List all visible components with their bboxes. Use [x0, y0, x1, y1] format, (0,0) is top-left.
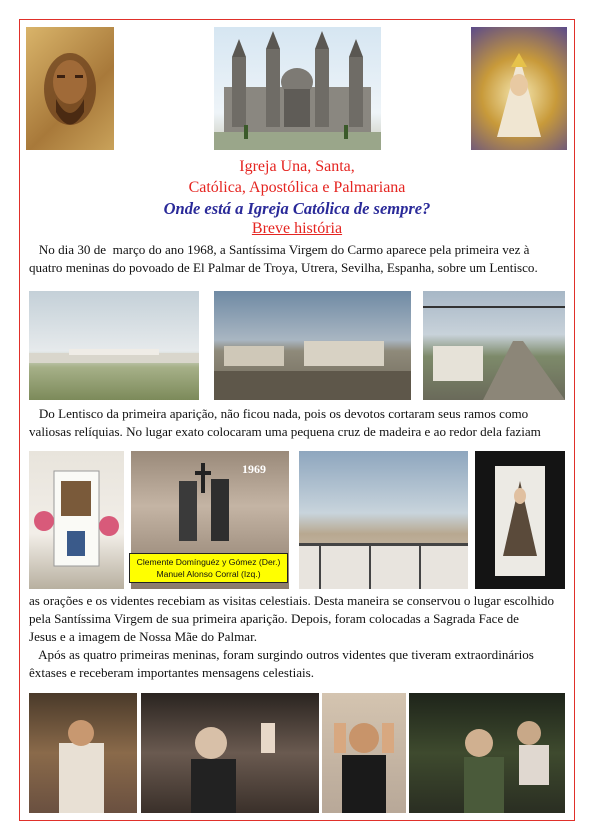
- section-title: Breve história: [251, 220, 343, 237]
- paragraph-1-line-2: quatro meninas do povoado de El Palmar de Troya, Utrera, Sevilha, Espanha, sobre um Lentisco.: [29, 260, 538, 275]
- fenced-field-image: [299, 451, 468, 589]
- page-subtitle: Onde está a Igreja Católica de sempre?: [163, 199, 431, 218]
- caption-line-2: Manuel Alonso Corral (Izq.): [156, 569, 261, 579]
- paragraph-4-line-2: êxtases e receberam importantes mensagens celestiais.: [29, 665, 315, 680]
- paragraph-3-line-1: as orações e os videntes recebiam as visitas celestiais. Desta maneira se conservou o lugar escolhido: [29, 593, 555, 608]
- page-title-line-1: Igreja Una, Santa,: [239, 158, 355, 175]
- shrine-image: [29, 451, 124, 589]
- paragraph-3-line-2: pela Santíssima Virgem de sua primeira aparição. Depois, foram colocadas a Sagrada Face de: [29, 611, 519, 626]
- visionary-portrait-image: [322, 693, 406, 813]
- photo-year-label: 1969: [242, 462, 266, 476]
- village-landscape-image: [29, 291, 199, 400]
- virgin-shrine-night-image: [475, 451, 565, 589]
- page-title-line-2: Católica, Apostólica e Palmariana: [188, 179, 406, 196]
- ecstasy-crowd-image-1: [29, 693, 137, 813]
- village-road-image: [423, 291, 565, 400]
- paragraph-2-line-1: Do Lentisco da primeira aparição, não ficou nada, pois os devotos cortaram seus ramos como: [29, 406, 529, 421]
- ecstasy-night-image: [409, 693, 565, 813]
- caption-line-1: Clemente Domínguéz y Gómez (Der.): [136, 557, 281, 567]
- virgin-image: [471, 27, 567, 150]
- ecstasy-crowd-image-2: [141, 693, 319, 813]
- village-street-image: [214, 291, 411, 400]
- paragraph-3-line-3: Jesus e a imagem de Nossa Mãe do Palmar.: [29, 629, 257, 644]
- photo-caption: [129, 553, 288, 583]
- paragraph-4-line-1: Após as quatro primeiras meninas, foram surgindo outros videntes que tiveram extraordinários: [29, 647, 534, 662]
- paragraph-1-line-1: No dia 30 de março do ano 1968, a Santíssima Virgem do Carmo aparece pela primeira vez à: [29, 242, 530, 257]
- paragraph-2-line-2: valiosas relíquias. No lugar exato colocaram uma pequena cruz de madeira e ao redor dela faziam: [29, 424, 541, 439]
- basilica-image: [214, 27, 381, 150]
- holy-face-image: [26, 27, 114, 150]
